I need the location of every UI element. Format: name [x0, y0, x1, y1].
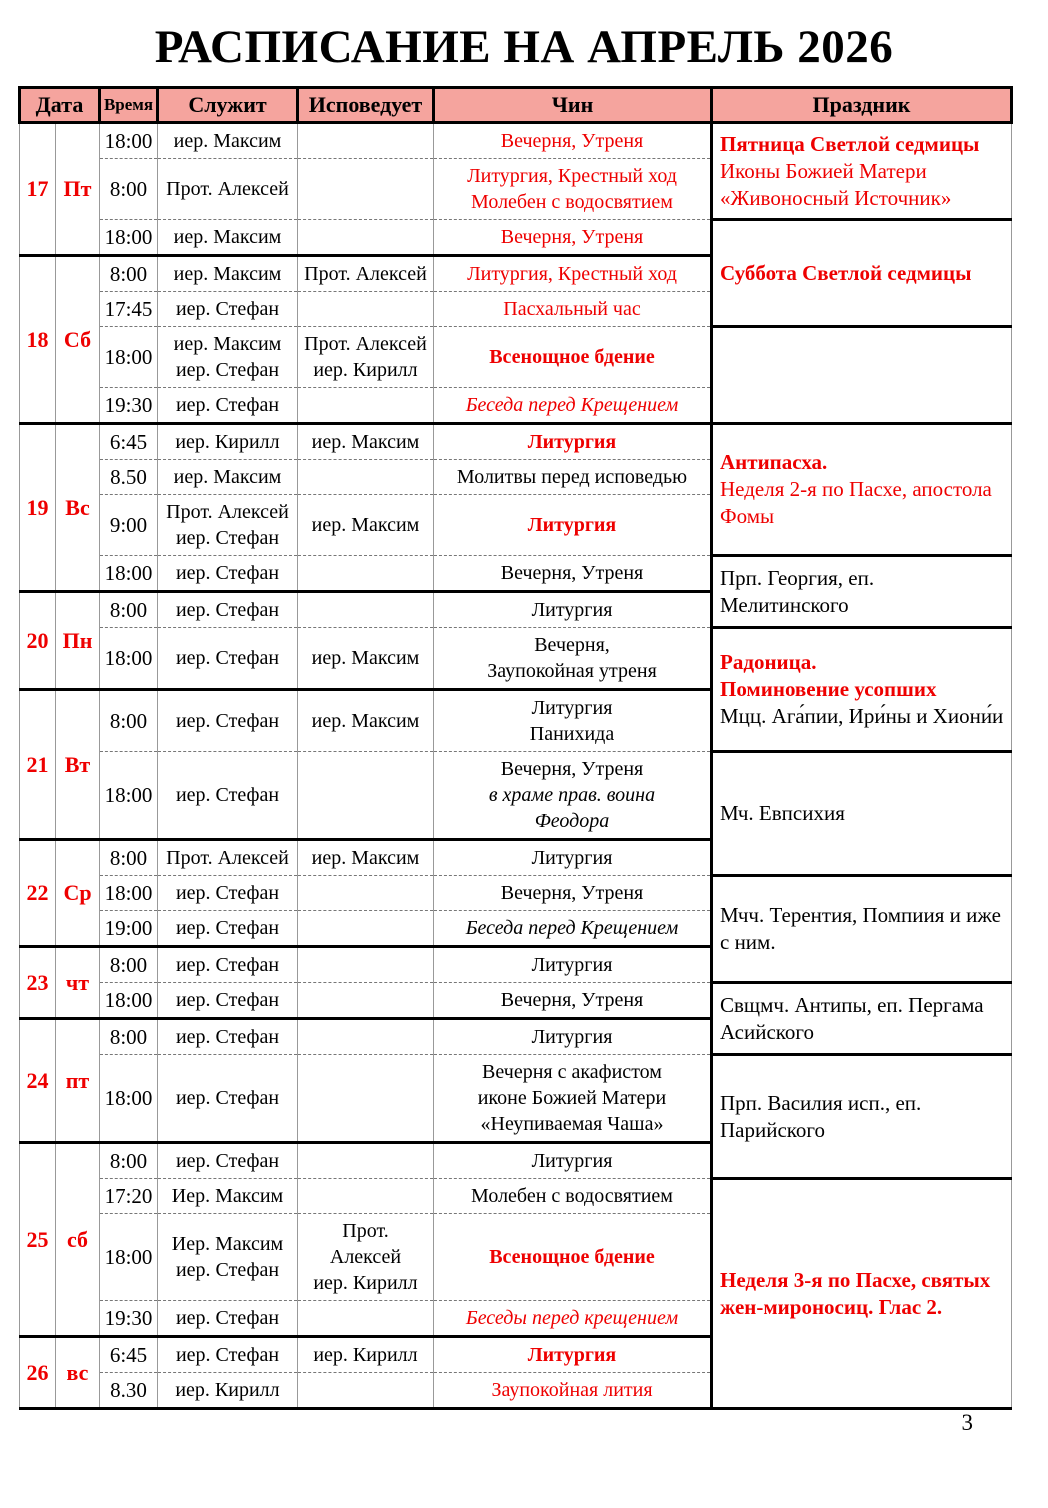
weekday-label: Ср — [56, 840, 100, 947]
rite-cell — [434, 159, 712, 220]
serves-name: иер. Стефан — [175, 647, 280, 669]
serves-cell — [158, 123, 298, 159]
serves-cell — [158, 556, 298, 592]
rite-cell — [434, 690, 712, 752]
serves-cell — [158, 256, 298, 292]
time-cell: 8.30 — [100, 1373, 158, 1409]
feast-text: Свщмч. Антипы, еп. Пергама Асийского — [720, 992, 984, 1044]
feast-cell — [712, 876, 1012, 983]
confesses-cell — [298, 983, 434, 1019]
feast-cell — [712, 1055, 1012, 1179]
serves-cell — [158, 220, 298, 256]
serves-name: иер. Стефан — [175, 784, 280, 806]
serves-name: иер. Стефан — [175, 1087, 280, 1109]
serves-cell — [158, 292, 298, 327]
rite-cell — [434, 1337, 712, 1373]
date-number: 17 — [20, 123, 56, 256]
weekday-label: Пт — [56, 123, 100, 256]
feast-text: Антипасха. — [720, 450, 828, 474]
time-cell: 19:30 — [100, 388, 158, 424]
serves-name: иер. Максим — [173, 263, 282, 285]
serves-cell — [158, 876, 298, 911]
date-number: 26 — [20, 1337, 56, 1409]
schedule-row — [20, 556, 1012, 592]
time-cell: 17:20 — [100, 1179, 158, 1214]
confesses-name: иер. Максим — [311, 847, 420, 869]
rite-line: иконе Божией Матери — [477, 1087, 667, 1109]
rite-cell — [434, 1214, 712, 1301]
schedule-row — [20, 752, 1012, 840]
feast-text: Пятница Светлой седмицы — [720, 131, 980, 156]
rite-cell — [434, 1373, 712, 1409]
serves-cell — [158, 159, 298, 220]
feast-text: Мч. Евпсихия — [720, 801, 845, 825]
confesses-cell — [298, 592, 434, 628]
rite-line: Вечерня, Утреня — [500, 562, 644, 584]
rite-cell — [434, 911, 712, 947]
rite-cell — [434, 460, 712, 495]
serves-cell — [158, 1143, 298, 1179]
serves-name: Иер. Максим — [171, 1185, 284, 1207]
feast-text: Неделя 2-я по Пасхе, апостола Фомы — [720, 477, 992, 528]
rite-cell — [434, 752, 712, 840]
time-cell: 18:00 — [100, 327, 158, 388]
rite-cell — [434, 292, 712, 327]
confesses-cell — [298, 327, 434, 388]
serves-name: иер. Стефан — [175, 1150, 280, 1172]
rite-line: в храме прав. воина — [488, 784, 656, 806]
confesses-cell — [298, 256, 434, 292]
feast-text: Суббота Светлой седмицы — [720, 260, 972, 285]
time-cell: 18:00 — [100, 556, 158, 592]
confesses-cell — [298, 460, 434, 495]
time-cell: 18:00 — [100, 220, 158, 256]
rite-line: Литургия — [531, 697, 613, 719]
rite-line: Вечерня, Утреня — [500, 226, 644, 248]
rite-line: Литургия — [531, 1150, 613, 1172]
confesses-cell — [298, 1179, 434, 1214]
confesses-cell — [298, 1373, 434, 1409]
serves-cell — [158, 628, 298, 690]
rite-line: Всенощное бдение — [489, 1246, 655, 1268]
time-cell: 18:00 — [100, 123, 158, 159]
serves-name: иер. Кирилл — [175, 431, 280, 453]
confesses-cell — [298, 1143, 434, 1179]
confesses-name: Прот. Алексей — [304, 333, 427, 355]
feast-text: Поминовение усопших — [720, 677, 937, 701]
rite-line: Феодора — [534, 810, 610, 832]
schedule-row — [20, 327, 1012, 388]
serves-name: иер. Стефан — [175, 710, 280, 732]
schedule-row — [20, 628, 1012, 690]
header-row — [20, 88, 1012, 123]
time-cell: 6:45 — [100, 424, 158, 460]
feast-text: Мчч. Терентия, Помпиия и иже с ним. — [720, 903, 1001, 954]
serves-name: иер. Стефан — [175, 1026, 280, 1048]
serves-name: иер. Максим — [173, 226, 282, 248]
confesses-name: Прот. Алексей — [304, 263, 427, 285]
col-header-serves: Служит — [158, 88, 298, 123]
rite-line: Всенощное бдение — [489, 346, 655, 368]
feast-cell — [712, 1179, 1012, 1409]
rite-line: Вечерня, Утреня — [500, 989, 644, 1011]
time-cell: 18:00 — [100, 628, 158, 690]
schedule-row — [20, 1055, 1012, 1143]
serves-cell — [158, 690, 298, 752]
time-cell: 18:00 — [100, 1214, 158, 1301]
time-cell: 6:45 — [100, 1337, 158, 1373]
confesses-cell — [298, 947, 434, 983]
rite-line: Литургия — [527, 514, 617, 536]
confesses-cell — [298, 556, 434, 592]
rite-line: Панихида — [529, 723, 615, 745]
serves-cell — [158, 1019, 298, 1055]
feast-cell — [712, 556, 1012, 628]
rite-cell — [434, 1143, 712, 1179]
rite-line: Литургия, Крестный ход — [467, 263, 677, 285]
confesses-cell — [298, 292, 434, 327]
rite-line: Литургия — [531, 599, 613, 621]
confesses-cell — [298, 911, 434, 947]
time-cell: 8:00 — [100, 1019, 158, 1055]
rite-cell — [434, 947, 712, 983]
serves-name: Иер. Максим — [171, 1233, 284, 1255]
rite-cell — [434, 424, 712, 460]
serves-name: Прот. Алексей — [166, 501, 289, 523]
serves-name: иер. Стефан — [175, 917, 280, 939]
serves-name: иер. Стефан — [175, 394, 280, 416]
serves-name: иер. Стефан — [175, 1344, 280, 1366]
serves-cell — [158, 327, 298, 388]
confesses-name: иер. Максим — [311, 514, 420, 536]
weekday-label: сб — [56, 1143, 100, 1337]
feast-cell — [712, 327, 1012, 424]
feast-text: Прп. Георгия, еп. Мелитинского — [720, 565, 875, 617]
rite-line: Беседа перед Крещением — [465, 917, 679, 939]
time-cell: 17:45 — [100, 292, 158, 327]
feast-text: Мцц. Ага́пии, Ири́ны и Хиони́и — [720, 704, 1004, 728]
confesses-cell — [298, 424, 434, 460]
serves-name: иер. Кирилл — [175, 1379, 280, 1401]
confesses-name: Алексей — [329, 1246, 402, 1268]
feast-text: Радоница. — [720, 650, 817, 674]
serves-name: иер. Стефан — [175, 599, 280, 621]
rite-line: Заупокойная лития — [491, 1379, 653, 1401]
serves-cell — [158, 460, 298, 495]
rite-line: Литургия — [531, 954, 613, 976]
weekday-label: чт — [56, 947, 100, 1019]
col-header-time: Время — [100, 88, 158, 123]
schedule-table — [18, 86, 1013, 1410]
serves-cell — [158, 752, 298, 840]
serves-name: иер. Стефан — [175, 954, 280, 976]
feast-cell — [712, 123, 1012, 220]
serves-name: иер. Стефан — [175, 882, 280, 904]
weekday-label: Вт — [56, 690, 100, 840]
rite-line: Литургия — [527, 431, 617, 453]
confesses-cell — [298, 123, 434, 159]
rite-cell — [434, 123, 712, 159]
time-cell: 19:30 — [100, 1301, 158, 1337]
rite-cell — [434, 1055, 712, 1143]
rite-cell — [434, 1179, 712, 1214]
serves-cell — [158, 840, 298, 876]
serves-name: иер. Стефан — [175, 527, 280, 549]
schedule-body — [20, 123, 1012, 1409]
col-header-feast: Праздник — [712, 88, 1012, 123]
time-cell: 18:00 — [100, 1055, 158, 1143]
serves-cell — [158, 1337, 298, 1373]
date-number: 19 — [20, 424, 56, 592]
serves-name: иер. Стефан — [175, 1307, 280, 1329]
confesses-name: иер. Кирилл — [313, 1272, 418, 1294]
rite-cell — [434, 1019, 712, 1055]
rite-cell — [434, 556, 712, 592]
rite-cell — [434, 1301, 712, 1337]
serves-name: Прот. Алексей — [166, 847, 289, 869]
rite-cell — [434, 983, 712, 1019]
serves-name: иер. Стефан — [175, 562, 280, 584]
confesses-cell — [298, 1214, 434, 1301]
col-header-date: Дата — [20, 88, 100, 123]
weekday-label: Сб — [56, 256, 100, 424]
time-cell: 8:00 — [100, 690, 158, 752]
schedule-row — [20, 424, 1012, 460]
time-cell: 9:00 — [100, 495, 158, 556]
rite-cell — [434, 628, 712, 690]
feast-cell — [712, 983, 1012, 1055]
serves-cell — [158, 424, 298, 460]
serves-cell — [158, 1301, 298, 1337]
feast-text: Иконы Божией Матери «Живоносный Источник» — [720, 158, 952, 210]
rite-line: Вечерня, — [534, 634, 610, 656]
serves-name: иер. Максим — [173, 130, 282, 152]
weekday-label: Вс — [56, 424, 100, 592]
date-number: 23 — [20, 947, 56, 1019]
rite-cell — [434, 220, 712, 256]
rite-line: Вечерня, Утреня — [500, 130, 644, 152]
date-number: 21 — [20, 690, 56, 840]
rite-cell — [434, 592, 712, 628]
col-header-confesses: Исповедует — [298, 88, 434, 123]
weekday-label: вс — [56, 1337, 100, 1409]
confesses-cell — [298, 876, 434, 911]
time-cell: 19:00 — [100, 911, 158, 947]
rite-line: Вечерня с акафистом — [482, 1061, 662, 1083]
confesses-cell — [298, 1019, 434, 1055]
time-cell: 18:00 — [100, 752, 158, 840]
confesses-cell — [298, 628, 434, 690]
rite-cell — [434, 327, 712, 388]
schedule-row — [20, 876, 1012, 911]
rite-cell — [434, 256, 712, 292]
confesses-name: иер. Кирилл — [313, 1344, 418, 1366]
serves-name: иер. Максим — [173, 466, 282, 488]
confesses-name: иер. Максим — [311, 710, 420, 732]
confesses-cell — [298, 752, 434, 840]
serves-cell — [158, 1179, 298, 1214]
rite-line: Молебен с водосвятием — [471, 191, 673, 213]
rite-line: Литургия — [527, 1344, 617, 1366]
rite-line: Заупокойная утреня — [487, 660, 657, 682]
serves-name: иер. Стефан — [175, 298, 280, 320]
confesses-name: иер. Максим — [311, 431, 420, 453]
serves-cell — [158, 388, 298, 424]
serves-name: иер. Максим — [173, 333, 282, 355]
rite-line: Литургия, Крестный ход — [467, 165, 677, 187]
date-number: 20 — [20, 592, 56, 690]
rite-cell — [434, 388, 712, 424]
col-header-rite: Чин — [434, 88, 712, 123]
rite-line: Вечерня, Утреня — [500, 882, 644, 904]
confesses-name: Прот. — [342, 1220, 389, 1242]
rite-line: Беседа перед Крещением — [465, 394, 679, 416]
serves-cell — [158, 592, 298, 628]
serves-name: Прот. Алексей — [166, 178, 289, 200]
time-cell: 8:00 — [100, 840, 158, 876]
feast-text: Неделя 3-я по Пасхе, святых жен-мироносиц. Глас 2. — [720, 1267, 991, 1319]
confesses-cell — [298, 159, 434, 220]
confesses-cell — [298, 1301, 434, 1337]
serves-name: иер. Стефан — [175, 359, 280, 381]
confesses-name: иер. Кирилл — [313, 359, 418, 381]
schedule-row — [20, 1179, 1012, 1214]
rite-line: Молитвы перед исповедью — [456, 466, 688, 488]
date-number: 25 — [20, 1143, 56, 1337]
schedule-row — [20, 123, 1012, 159]
confesses-cell — [298, 1337, 434, 1373]
serves-cell — [158, 947, 298, 983]
serves-name: иер. Стефан — [175, 1259, 280, 1281]
rite-line: Литургия — [531, 847, 613, 869]
rite-cell — [434, 495, 712, 556]
serves-cell — [158, 1373, 298, 1409]
feast-cell — [712, 424, 1012, 556]
confesses-name: иер. Максим — [311, 647, 420, 669]
time-cell: 18:00 — [100, 876, 158, 911]
page-title: РАСПИСАНИЕ НА АПРЕЛЬ 2026 — [154, 21, 894, 73]
time-cell: 8:00 — [100, 592, 158, 628]
confesses-cell — [298, 495, 434, 556]
weekday-label: пт — [56, 1019, 100, 1143]
weekday-label: Пн — [56, 592, 100, 690]
time-cell: 8:00 — [100, 159, 158, 220]
serves-cell — [158, 911, 298, 947]
confesses-cell — [298, 388, 434, 424]
feast-cell — [712, 628, 1012, 752]
confesses-cell — [298, 220, 434, 256]
serves-cell — [158, 495, 298, 556]
serves-name: иер. Стефан — [175, 989, 280, 1011]
confesses-cell — [298, 1055, 434, 1143]
rite-cell — [434, 876, 712, 911]
date-number: 22 — [20, 840, 56, 947]
page-number: 3 — [961, 1410, 973, 1435]
serves-cell — [158, 983, 298, 1019]
feast-cell — [712, 752, 1012, 876]
feast-cell — [712, 220, 1012, 327]
rite-line: Вечерня, Утреня — [500, 758, 644, 780]
date-number: 18 — [20, 256, 56, 424]
serves-cell — [158, 1214, 298, 1301]
confesses-cell — [298, 840, 434, 876]
rite-line: Беседы перед крещением — [465, 1307, 679, 1329]
rite-line: Литургия — [531, 1026, 613, 1048]
time-cell: 8.50 — [100, 460, 158, 495]
time-cell: 8:00 — [100, 947, 158, 983]
feast-text: Прп. Василия исп., еп. Парийского — [720, 1090, 922, 1142]
date-number: 24 — [20, 1019, 56, 1143]
rite-line: Молебен с водосвятием — [471, 1185, 673, 1207]
schedule-row — [20, 983, 1012, 1019]
rite-line: Пасхальный час — [503, 298, 641, 320]
schedule-row — [20, 220, 1012, 256]
confesses-cell — [298, 690, 434, 752]
rite-cell — [434, 840, 712, 876]
rite-line: «Неупиваемая Чаша» — [480, 1113, 664, 1135]
time-cell: 18:00 — [100, 983, 158, 1019]
time-cell: 8:00 — [100, 1143, 158, 1179]
serves-cell — [158, 1055, 298, 1143]
time-cell: 8:00 — [100, 256, 158, 292]
